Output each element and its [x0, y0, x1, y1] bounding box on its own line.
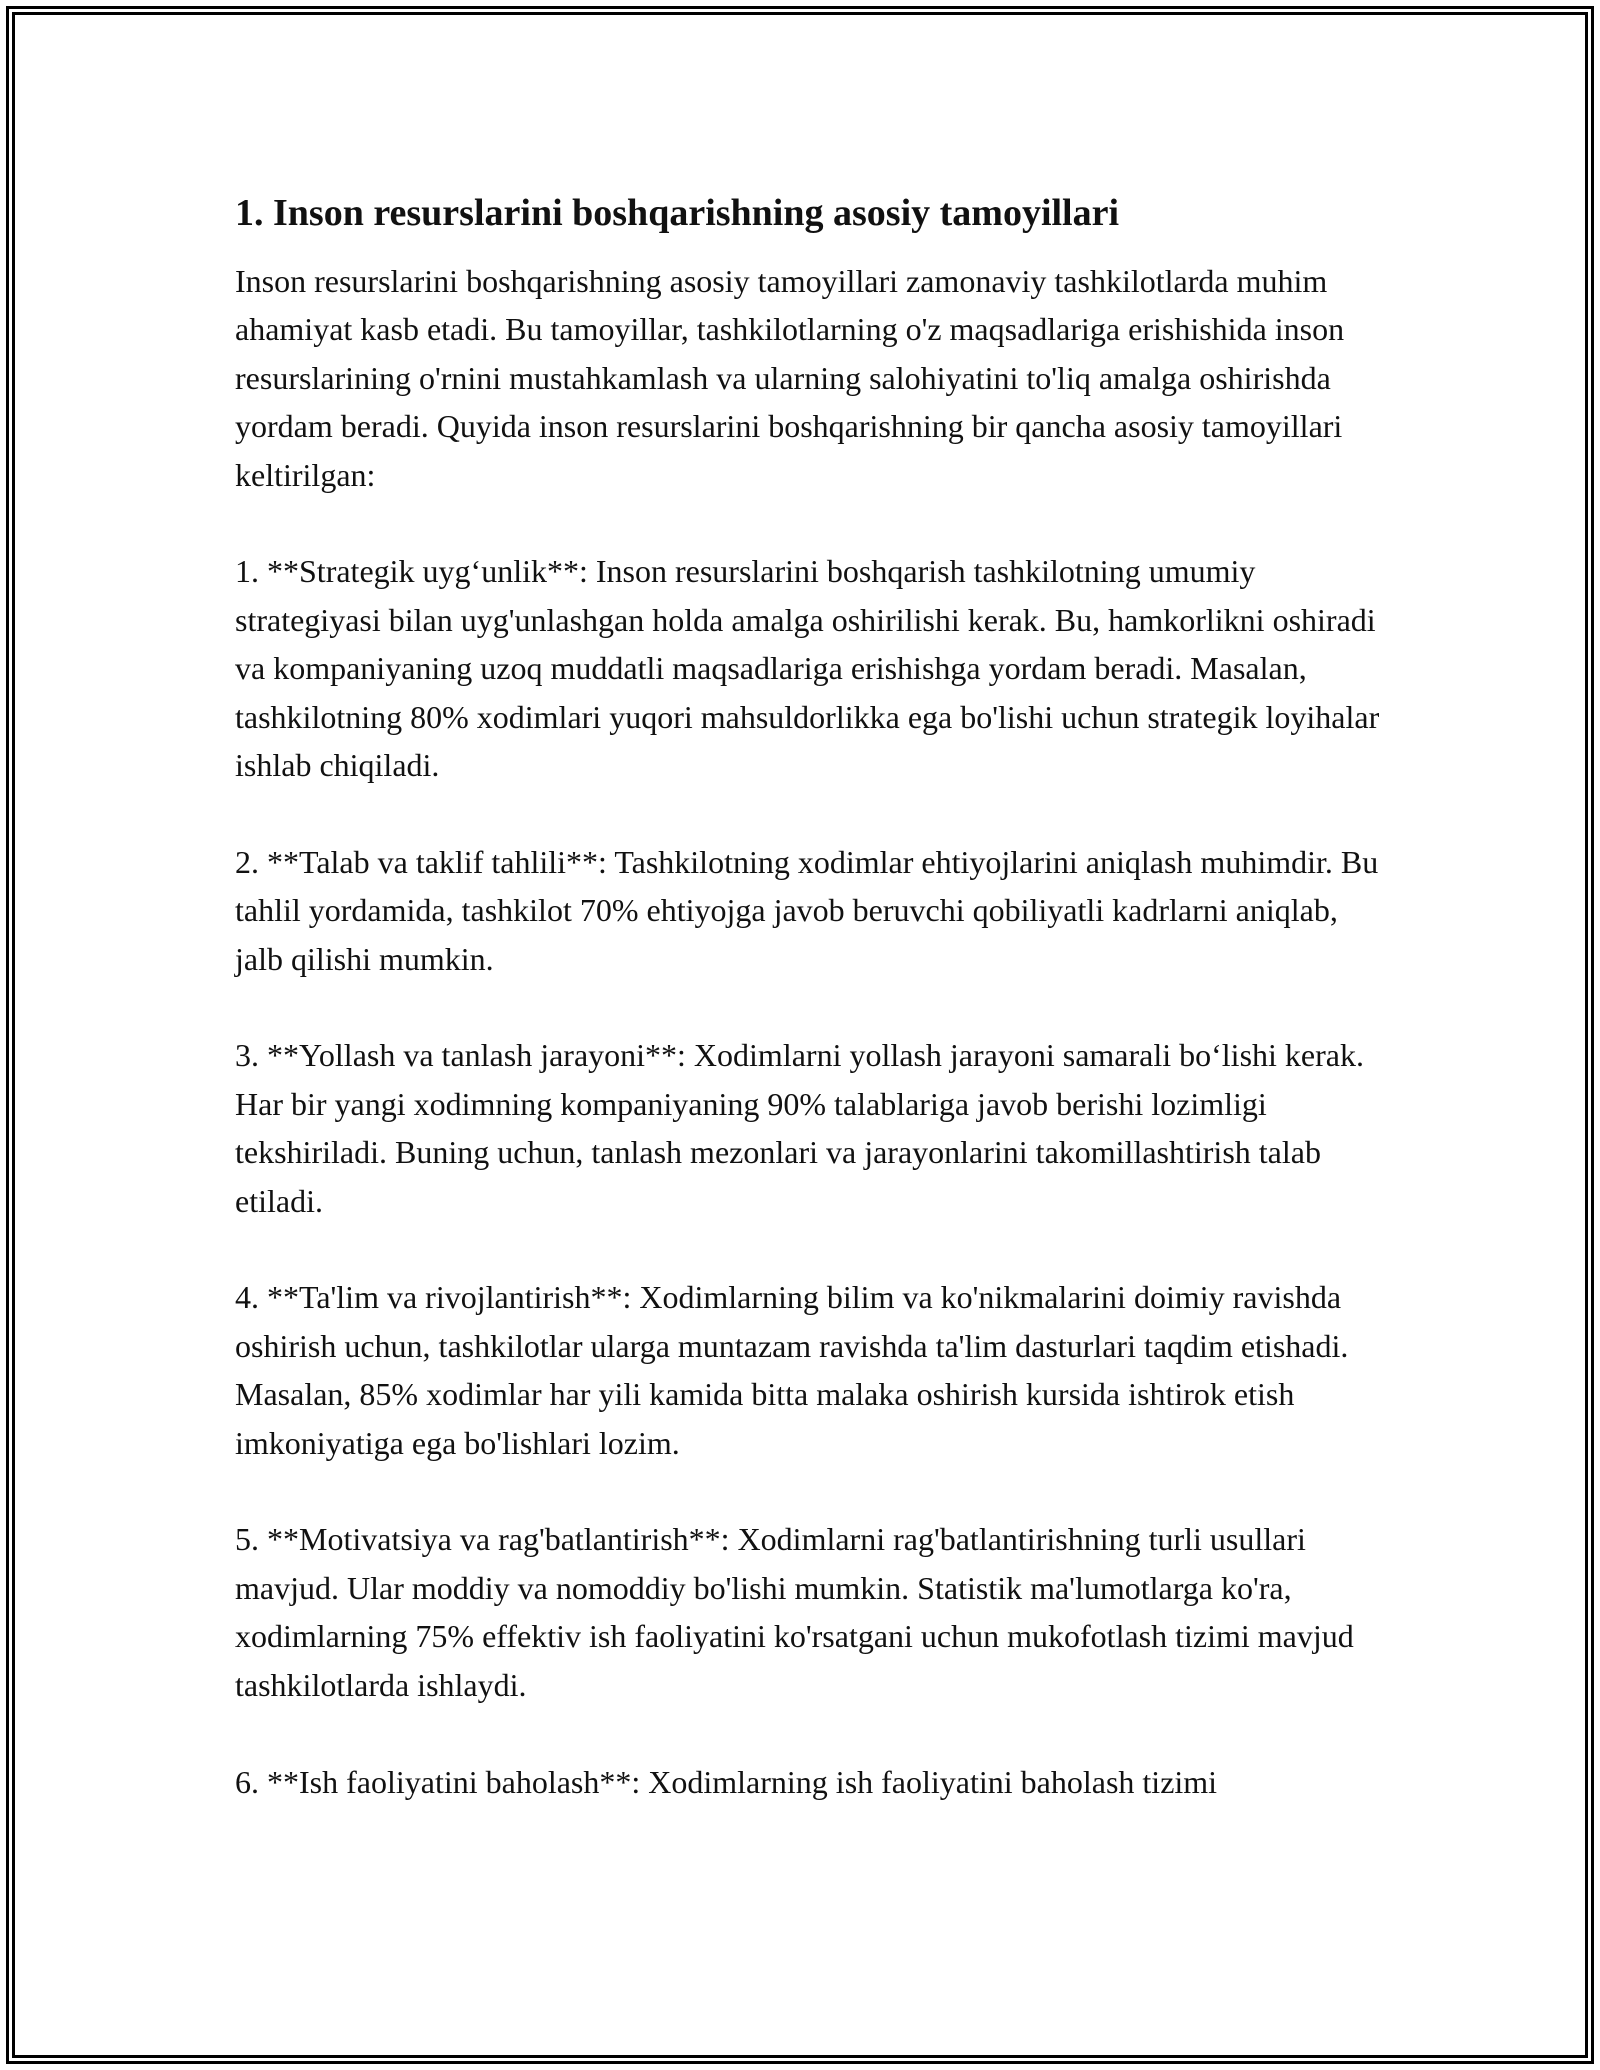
principle-2-paragraph: 2. **Talab va taklif tahlili**: Tashkilotning xodimlar ehtiyojlarini aniqlash muhimdir. Bu tahlil yordamida, tashkilot 70% ehtiyojga javob beruvchi qobiliyatli kadrlarni aniqlab, jalb qilishi mumkin. [235, 843, 1379, 977]
principle-6-paragraph: 6. **Ish faoliyatini baholash**: Xodimlarning ish faoliyatini baholash tizimi [235, 1763, 1218, 1800]
principle-3-paragraph: 3. **Yollash va tanlash jarayoni**: Xodimlarni yollash jarayoni samarali bo‘lishi kerak. Har bir yangi xodimning kompaniyaning 90% talablariga javob berishi lozimligi tekshiriladi. Buning uchun, tanlash mezonlari va jarayonlarini takomillashtirish talab etiladi. [235, 1037, 1364, 1219]
document-title: 1. Inson resurslarini boshqarishning asosiy tamoyillari [235, 192, 1120, 234]
principle-1-paragraph: 1. **Strategik uyg‘unlik**: Inson resurslarini boshqarish tashkilotning umumiy strategiyasi bilan uyg'unlashgan holda amalga oshirilishi kerak. Bu, hamkorlikni oshiradi va kompaniyaning uzoq muddatli maqsadlariga erishishga yordam beradi. Masalan, tashkilotning 80% xodimlari yuqori mahsuldorlikka ega bo'lishi uchun strategik loyihalar ishlab chiqiladi. [235, 553, 1380, 784]
document-body [235, 183, 1385, 1806]
principle-4-paragraph: 4. **Ta'lim va rivojlantirish**: Xodimlarning bilim va ko'nikmalarini doimiy ravishda oshirish uchun, tashkilotlar ularga muntazam ravishda ta'lim dasturlari taqdim etishadi. Masalan, 85% xodimlar har yili kamida bitta malaka oshirish kursida ishtirok etish imkoniyatiga ega bo'lishlari lozim. [235, 1279, 1349, 1461]
intro-paragraph: Inson resurslarini boshqarishning asosiy tamoyillari zamonaviy tashkilotlarda muhim ahamiyat kasb etadi. Bu tamoyillar, tashkilotlarning o'z maqsadlariga erishishida inson resurslarining o'rnini mustahkamlash va ularning salohiyatini to'liq amalga oshirishda yordam beradi. Quyida inson resurslarini boshqarishning bir qancha asosiy tamoyillari keltirilgan: [235, 263, 1345, 493]
principle-5-paragraph: 5. **Motivatsiya va rag'batlantirish**: Xodimlarni rag'batlantirishning turli usullari mavjud. Ular moddiy va nomoddiy bo'lishi mumkin. Statistik ma'lumotlarga ko'ra, xodimlarning 75% effektiv ish faoliyatini ko'rsatgani uchun mukofotlash tizimi mavjud tashkilotlarda ishlaydi. [235, 1521, 1354, 1703]
